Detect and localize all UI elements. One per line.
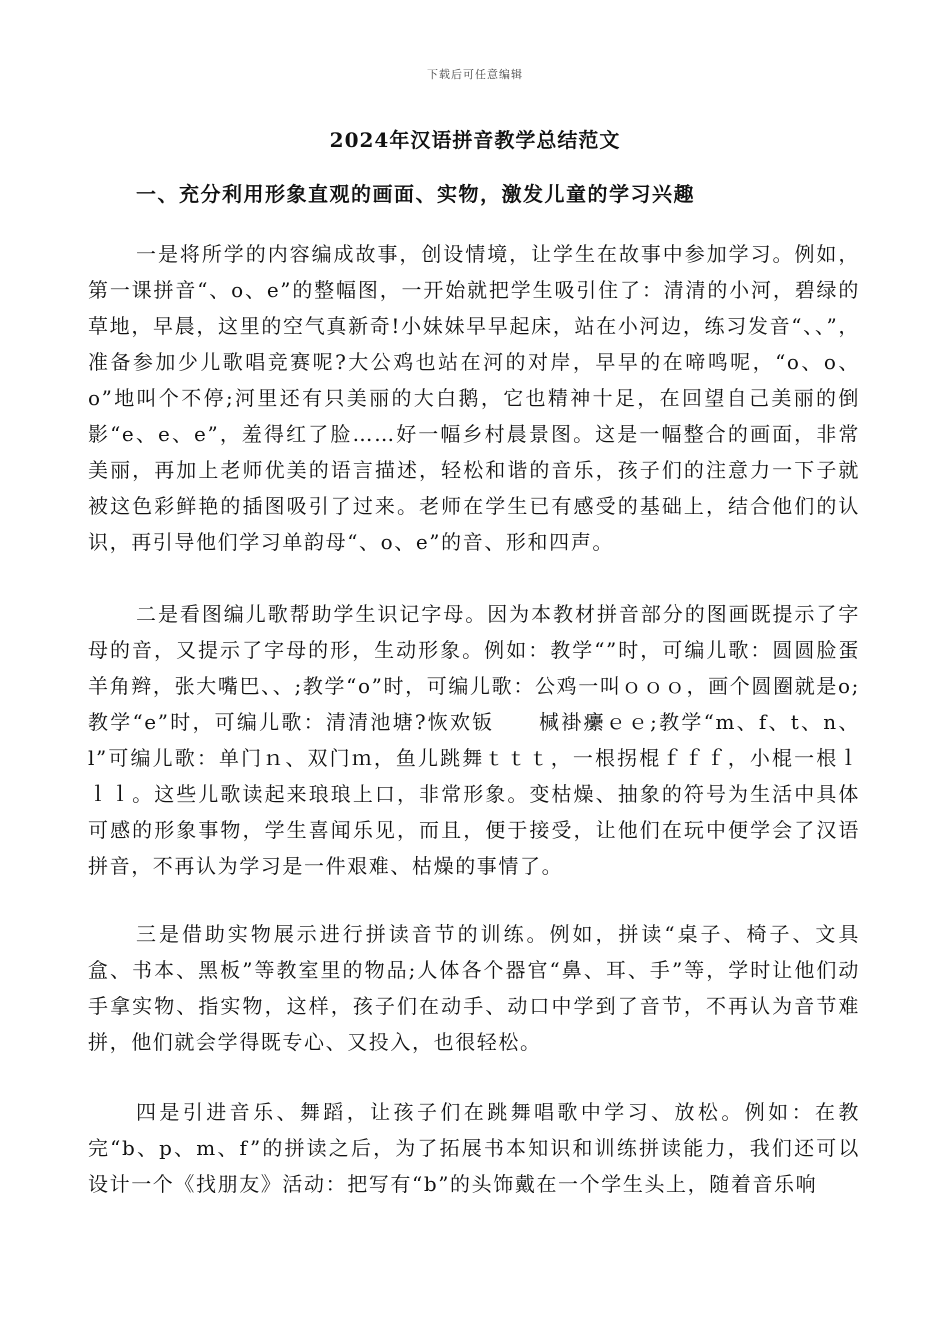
document-title: 2024年汉语拼音教学总结范文 [329,128,621,152]
paragraph-1: 一是将所学的内容编成故事，创设情境，让学生在故事中参加学习。例如，第一课拼音“、o、e”的整幅图，一开始就把学生吸引住了：清清的小河，碧绿的草地，早晨，这里的空气真新奇!小妹妹早早起床，站在小河边，练习发音“、、”，准备参加少儿歌唱竞赛呢?大公鸡也站在河的对岸，早早的在啼鸣呢，“o、o、o”地叫个不停;河里还有只美丽的大白鹅，它也精神十足，在回望自己美丽的倒影“e、e、e”，羞得红了脸……好一幅乡村晨景图。这是一幅整合的画面，非常美丽，再加上老师优美的语言描述，轻松和谐的音乐，孩子们的注意力一下子就被这色彩鲜艳的插图吸引了过来。老师在学生已有感受的基础上，结合他们的认识，再引导他们学习单韵母“、o、e”的音、形和四声。 [88,242,860,554]
paragraph-2: 二是看图编儿歌帮助学生识记字母。因为本教材拼音部分的图画既提示了字母的音，又提示了字母的形，生动形象。例如：教学“”时，可编儿歌：圆圆脸蛋羊角辫，张大嘴巴、、;教学“o”时，可编儿歌：公鸡一叫ｏｏｏ，画个圆圈就是o;教学“e”时，可编儿歌：清清池塘?恢欢钣 椷褂癳ｅｅ;教学“m、f、t、n、l”可编儿歌：单门ｎ、双门ｍ，鱼儿跳舞ｔｔｔ，一根拐棍ｆｆｆ，小棍一根ｌｌｌ。这些儿歌读起来琅琅上口，非常形象。变枯燥、抽象的符号为生活中具体可感的形象事物，学生喜闻乐见，而且，便于接受，让他们在玩中便学会了汉语拼音，不再认为学习是一件艰难、枯燥的事情了。 [88,602,860,878]
section-heading: 一、充分利用形象直观的画面、实物，激发儿童的学习兴趣 [136,182,695,206]
paragraph-4: 四是引进音乐、舞蹈，让孩子们在跳舞唱歌中学习、放松。例如：在教完“b、p、m、f”的拼读之后，为了拓展书本知识和训练拼读能力，我们还可以设计一个《找朋友》活动：把写有“b”的头饰戴在一个学生头上，随着音乐响 [88,1100,860,1196]
page-header-note: 下载后可任意编辑 [427,68,523,81]
paragraph-3: 三是借助实物展示进行拼读音节的训练。例如，拼读“桌子、椅子、文具盒、书本、黑板”等教室里的物品;人体各个器官“鼻、耳、手”等，学时让他们动手拿实物、指实物，这样，孩子们在动手、动口中学到了音节，不再认为音节难拼，他们就会学得既专心、又投入，也很轻松。 [88,922,860,1054]
